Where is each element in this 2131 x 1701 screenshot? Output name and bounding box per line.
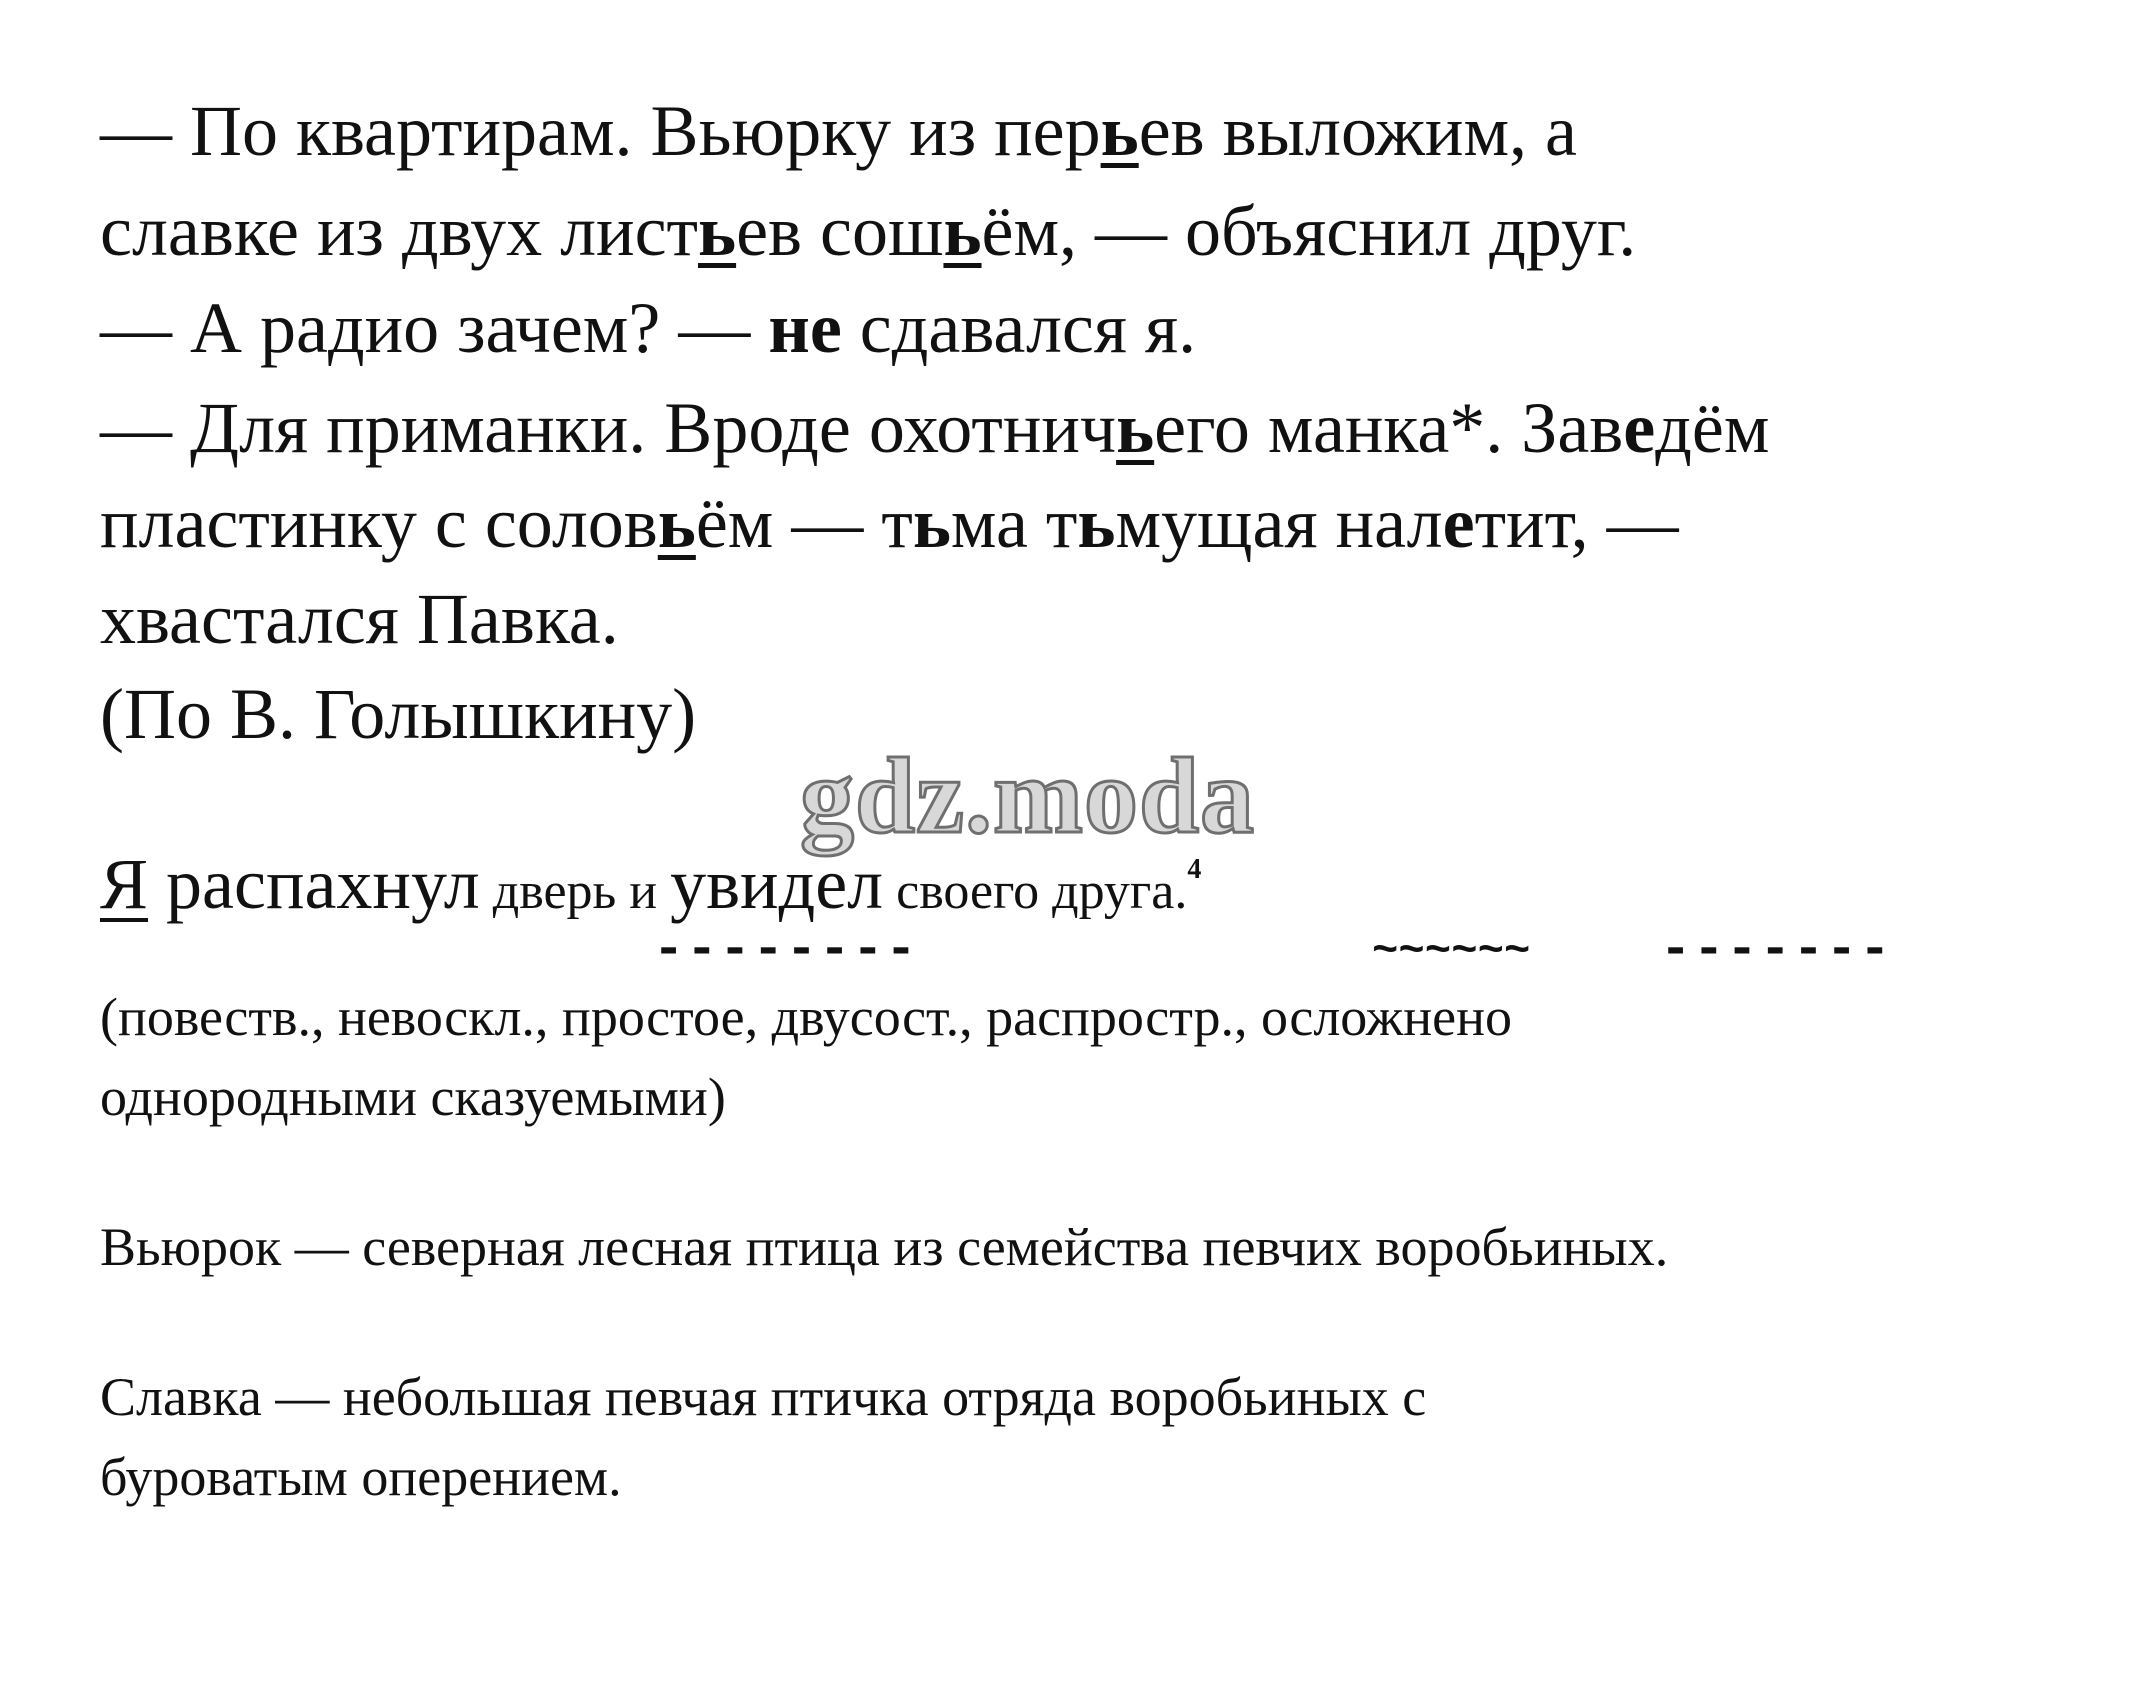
text-line-3 <box>100 288 1197 368</box>
analysis-line-1 <box>100 987 1512 1047</box>
subject-word: Я <box>100 844 149 924</box>
text-fragment: пластинку с солов <box>100 483 658 563</box>
text-fragment: — По квартирам. Вьюрку из пер <box>100 91 1101 171</box>
source-attribution <box>100 674 697 754</box>
text-line-6 <box>100 579 619 659</box>
highlighted-soft-sign: ь <box>698 191 737 271</box>
text-fragment: буроватым оперением. <box>100 1447 622 1507</box>
wavy-underline-mark: ~~~~~~ <box>1372 927 1531 977</box>
definition-vyurok <box>100 1217 1669 1277</box>
definition-slavka-line-1 <box>100 1367 1427 1427</box>
text-fragment: — А радио зачем? — <box>100 288 769 368</box>
footnote-marker: 4 <box>1187 854 1202 885</box>
text-fragment: дём <box>1655 388 1770 468</box>
text-fragment: славке из двух лист <box>100 191 699 271</box>
text-line-1 <box>100 91 1577 171</box>
predicate-word: распахнул <box>148 844 480 924</box>
text-fragment: хвастался Павка. <box>100 579 619 659</box>
text-fragment: (повеств., невоскл., простое, двусост., распростр., осложнено <box>100 987 1512 1047</box>
watermark: gdz.moda <box>800 737 1256 856</box>
text-fragment: ём — т <box>695 483 913 563</box>
text-fragment: тит, — <box>1474 483 1679 563</box>
highlighted-soft-sign: ь <box>943 191 982 271</box>
highlighted-soft-sign: ь <box>1100 91 1139 171</box>
analysis-line-2 <box>100 1067 726 1127</box>
text-line-2 <box>100 191 1637 271</box>
text-fragment: дверь и <box>479 863 671 920</box>
highlighted-soft-sign: ь <box>1116 388 1155 468</box>
text-fragment: Вьюрок — северная лесная птица из семейства певчих воробьиных. <box>100 1217 1669 1277</box>
text-fragment: ев сош <box>736 191 944 271</box>
text-fragment: ма т <box>950 483 1078 563</box>
definition-slavka-line-2 <box>100 1447 622 1507</box>
predicate-word: увидел <box>670 844 884 924</box>
dashed-underline-mark: -------- <box>653 921 919 980</box>
text-fragment: Славка — небольшая певчая птичка отряда воробьиных с <box>100 1367 1427 1427</box>
text-line-4 <box>100 388 1770 468</box>
text-fragment: мущая нал <box>1115 483 1443 563</box>
highlighted-soft-sign: ь <box>657 483 696 563</box>
text-fragment: ев выложим, а <box>1138 91 1577 171</box>
dashed-underline-mark: ------- <box>1660 921 1893 980</box>
bold-letter: ь <box>1077 483 1116 563</box>
text-fragment: — Для приманки. Вроде охотнич <box>100 388 1117 468</box>
bold-letter: е <box>1442 483 1475 563</box>
text-fragment: ём, — объяснил друг. <box>981 191 1637 271</box>
parsed-sentence <box>100 844 1202 924</box>
text-fragment: сдавался я. <box>841 288 1197 368</box>
bold-word: не <box>768 288 842 368</box>
text-fragment: своего друга. <box>883 863 1188 920</box>
text-line-5 <box>100 483 1679 563</box>
text-fragment: однородными сказуемыми) <box>100 1067 726 1127</box>
text-fragment: его манка*. Зав <box>1154 388 1624 468</box>
bold-letter: е <box>1623 388 1656 468</box>
bold-letter: ь <box>912 483 951 563</box>
text-fragment: (По В. Голышкину) <box>100 674 697 754</box>
